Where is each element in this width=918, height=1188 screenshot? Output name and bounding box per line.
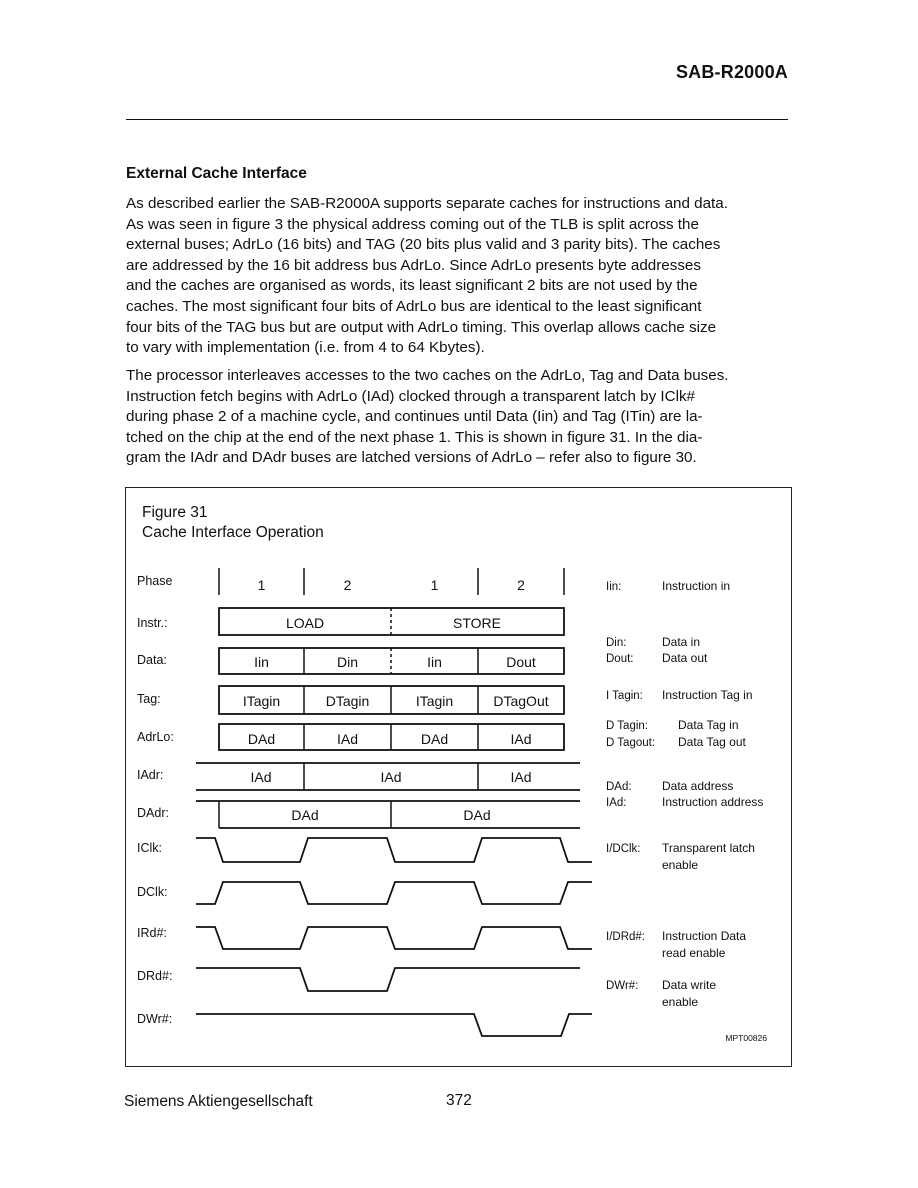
phase-number: 2	[517, 577, 525, 593]
data-label: Iin	[254, 654, 269, 670]
paragraph-line: As described earlier the SAB-R2000A supports separate caches for instructions and data.	[126, 195, 728, 212]
legend-abbr: D Tagout:	[606, 737, 656, 749]
legend-desc: Instruction in	[662, 579, 731, 593]
drd-waveform	[196, 968, 580, 991]
signal-label: DWr#:	[137, 1012, 173, 1026]
iadr-label: IAd	[510, 769, 532, 785]
paragraph-line: external buses; AdrLo (16 bits) and TAG (20 bits plus valid and 3 parity bits). The caches	[126, 236, 721, 254]
paragraph-line: four bits of the TAG bus but are output with AdrLo timing. This overlap allows cache size	[126, 318, 717, 336]
legend-desc: Data Tag out	[678, 735, 746, 749]
legend-desc: Data in	[662, 635, 701, 649]
legend-abbr: D Tagin:	[606, 720, 648, 732]
dwr-waveform	[196, 1014, 592, 1036]
instr-label: LOAD	[285, 615, 325, 631]
legend-abbr: DAd:	[606, 781, 632, 793]
legend-desc: read enable	[662, 946, 726, 960]
signal-label: Tag:	[137, 692, 161, 706]
paragraph-line: and the caches are organised as words, its least significant 2 bits are not used by the	[126, 277, 698, 295]
document-header-title: SAB-R2000A	[675, 62, 788, 82]
signal-label: AdrLo:	[137, 730, 174, 744]
legend-desc: Transparent latch	[662, 841, 755, 855]
data-label: Dout	[506, 654, 536, 670]
dclk-waveform	[196, 882, 592, 904]
ird-waveform	[196, 927, 592, 949]
tag-label: ITagin	[415, 693, 454, 709]
legend-abbr: I/DRd#:	[606, 931, 645, 943]
legend-desc: Data address	[662, 779, 734, 793]
footer-company: Siemens Aktiengesellschaft	[124, 1093, 313, 1110]
dadr-label: DAd	[291, 807, 319, 823]
adrlo-label: DAd	[420, 731, 449, 747]
legend-desc: enable	[662, 995, 699, 1009]
tag-label: ITagin	[242, 693, 281, 709]
legend-abbr: I Tagin:	[606, 690, 643, 702]
paragraph-line: tched on the chip at the end of the next phase 1. This is shown in figure 31. In the dia-	[126, 428, 703, 446]
signal-label: IAdr:	[137, 768, 164, 782]
legend-desc: Instruction Data	[662, 929, 747, 943]
iclk-waveform	[196, 838, 592, 862]
paragraph-line: are addressed by the 16 bit address bus AdrLo. Since AdrLo presents byte addresses	[126, 256, 701, 274]
legend-desc: Instruction address	[662, 795, 764, 809]
footer-page-number: 372	[446, 1092, 472, 1109]
signal-label: Phase	[137, 574, 173, 588]
instr-label: STORE	[453, 615, 501, 631]
paragraph-line: caches. The most significant four bits of AdrLo bus are identical to the least significant	[126, 297, 702, 315]
phase-number: 2	[343, 577, 352, 593]
legend-abbr: I/DClk:	[606, 843, 641, 855]
phase-number: 1	[430, 577, 439, 593]
legend-abbr: Dout:	[606, 653, 634, 665]
paragraph-line: to vary with implementation (i.e. from 4 to 64 Kbytes).	[126, 339, 485, 357]
paragraph-line: As was seen in figure 3 the physical address coming out of the TLB is split across the	[126, 215, 699, 233]
legend-abbr: DWr#:	[606, 980, 639, 992]
adrlo-label: IAd	[510, 731, 532, 747]
signal-label: IRd#:	[137, 926, 167, 940]
signal-label: IClk:	[137, 841, 162, 855]
legend-desc: enable	[662, 858, 699, 872]
data-label: Din	[336, 654, 359, 670]
legend-desc: Data out	[662, 651, 708, 665]
paragraph-line: during phase 2 of a machine cycle, and continues until Data (Iin) and Tag (ITin) are la-	[126, 408, 703, 426]
figure-caption: Cache Interface Operation	[142, 524, 324, 541]
legend-desc: Data Tag in	[678, 718, 739, 732]
signal-label: Instr.:	[137, 616, 168, 630]
iadr-label: IAd	[380, 769, 402, 785]
figure-number: Figure 31	[142, 504, 208, 521]
tag-label: DTagOut	[493, 693, 549, 709]
paragraph-line: gram the IAdr and DAdr buses are latched versions of AdrLo – refer also to figure 30.	[126, 449, 697, 467]
adrlo-label: DAd	[247, 731, 276, 747]
legend-desc: Instruction Tag in	[662, 688, 753, 702]
signal-label: DClk:	[137, 885, 168, 899]
legend-abbr: IAd:	[606, 797, 627, 809]
paragraph-line: The processor interleaves accesses to the two caches on the AdrLo, Tag and Data buses.	[126, 367, 729, 384]
signal-label: DRd#:	[137, 969, 173, 983]
signal-label: DAdr:	[137, 806, 169, 820]
adrlo-label: IAd	[336, 731, 359, 747]
tag-label: DTagin	[325, 693, 370, 709]
section-heading: External Cache Interface	[126, 165, 307, 182]
phase-number: 1	[257, 577, 266, 593]
dadr-label: DAd	[463, 807, 491, 823]
figure-code: MPT00826	[725, 1033, 767, 1043]
data-label: Iin	[427, 654, 442, 670]
legend-abbr: Din:	[606, 637, 627, 649]
signal-label: Data:	[137, 653, 167, 667]
legend-abbr: Iin:	[606, 581, 622, 593]
paragraph-line: Instruction fetch begins with AdrLo (IAd) clocked through a transparent latch by IClk#	[126, 387, 695, 405]
legend-desc: Data write	[662, 978, 717, 992]
iadr-label: IAd	[250, 769, 272, 785]
